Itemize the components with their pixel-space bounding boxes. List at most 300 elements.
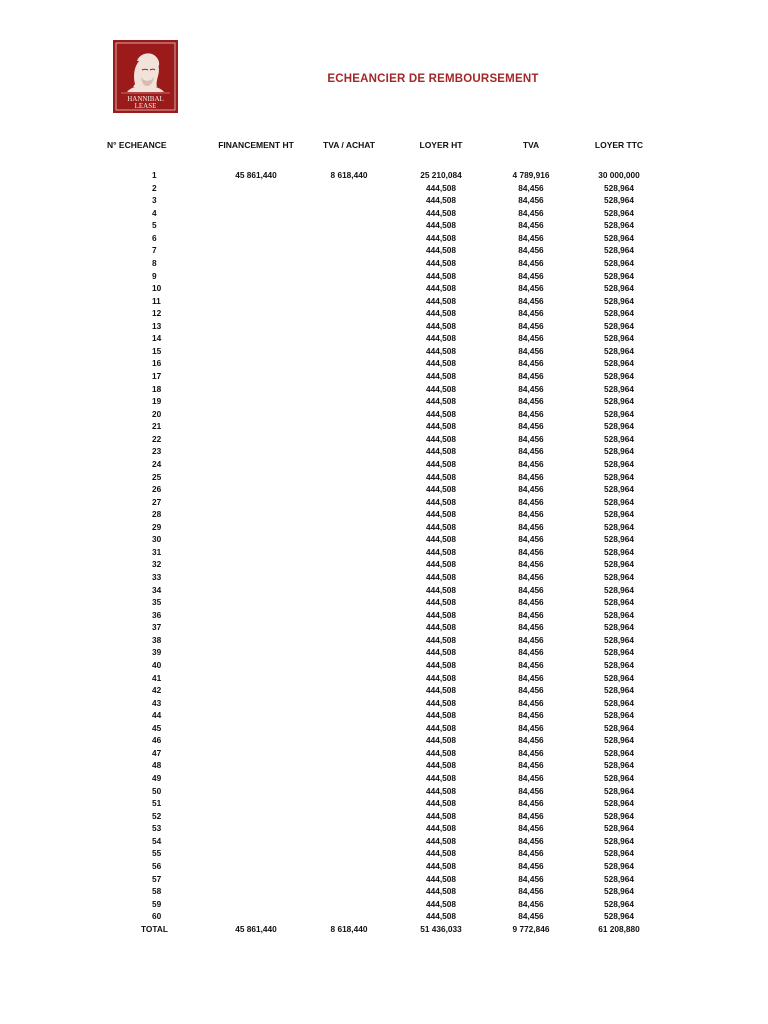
cell-financement-ht xyxy=(209,420,303,433)
cell-echeance: 36 xyxy=(152,609,162,620)
cell-loyer-ht: 444,508 xyxy=(426,358,456,369)
table-row xyxy=(103,759,663,772)
cell-loyer-ttc: 30 000,000 xyxy=(598,170,640,180)
cell-tva: 84,456 xyxy=(518,220,544,231)
cell-loyer-ttc: 528,964 xyxy=(604,735,634,746)
cell-echeance: 56 xyxy=(152,860,162,871)
cell-tva: 84,456 xyxy=(518,710,544,721)
cell-loyer-ht: 444,508 xyxy=(426,873,456,884)
cell-loyer-ttc: 528,964 xyxy=(604,747,634,758)
cell-financement-ht xyxy=(209,433,303,446)
cell-echeance: 39 xyxy=(152,647,162,658)
cell-loyer-ttc: 528,964 xyxy=(604,622,634,633)
cell-tva: 84,456 xyxy=(518,245,544,256)
cell-echeance: 37 xyxy=(152,622,162,633)
cell-financement-ht xyxy=(209,270,303,283)
cell-loyer-ttc: 528,964 xyxy=(604,873,634,884)
logo-text-lease: LEASE xyxy=(134,102,157,110)
cell-echeance: 35 xyxy=(152,597,162,608)
cell-echeance: 26 xyxy=(152,484,162,495)
cell-loyer-ttc: 528,964 xyxy=(604,484,634,495)
cell-tva-achat xyxy=(303,496,395,509)
table-row xyxy=(103,822,663,835)
cell-loyer-ttc: 528,964 xyxy=(604,446,634,457)
cell-loyer-ht: 444,508 xyxy=(426,521,456,532)
cell-total-loyer-ttc: 61 208,880 xyxy=(598,923,640,934)
cell-loyer-ttc: 528,964 xyxy=(604,383,634,394)
cell-financement-ht xyxy=(209,458,303,471)
cell-financement-ht xyxy=(209,697,303,710)
cell-tva: 84,456 xyxy=(518,798,544,809)
cell-financement-ht xyxy=(209,345,303,358)
cell-financement-ht xyxy=(209,295,303,308)
table-row xyxy=(103,395,663,408)
cell-tva-achat xyxy=(303,207,395,220)
cell-loyer-ttc: 528,964 xyxy=(604,572,634,582)
cell-loyer-ttc: 528,964 xyxy=(604,898,634,909)
cell-loyer-ht: 444,508 xyxy=(426,710,456,721)
cell-loyer-ht: 444,508 xyxy=(426,484,456,495)
cell-financement-ht xyxy=(209,822,303,835)
table-row xyxy=(103,835,663,848)
cell-tva: 84,456 xyxy=(518,622,544,633)
cell-tva: 84,456 xyxy=(518,735,544,746)
cell-loyer-ht: 444,508 xyxy=(426,207,456,218)
cell-loyer-ht: 444,508 xyxy=(426,232,456,243)
cell-tva: 84,456 xyxy=(518,471,544,482)
cell-financement-ht xyxy=(209,219,303,232)
cell-loyer-ttc: 528,964 xyxy=(604,195,634,206)
cell-tva: 84,456 xyxy=(518,810,544,821)
cell-financement-ht xyxy=(209,232,303,245)
cell-tva-achat xyxy=(303,822,395,835)
cell-loyer-ttc: 528,964 xyxy=(604,283,634,294)
cell-tva: 84,456 xyxy=(518,257,544,268)
cell-tva-achat xyxy=(303,772,395,785)
cell-loyer-ttc: 528,964 xyxy=(604,559,634,570)
table-row xyxy=(103,257,663,270)
cell-loyer-ht: 444,508 xyxy=(426,584,456,595)
table-row xyxy=(103,785,663,798)
cell-tva: 84,456 xyxy=(518,484,544,495)
total-row xyxy=(103,923,663,936)
table-row xyxy=(103,772,663,785)
cell-tva-achat xyxy=(303,471,395,484)
cell-echeance: 40 xyxy=(152,659,162,670)
cell-tva: 84,456 xyxy=(518,207,544,218)
cell-loyer-ht: 444,508 xyxy=(426,911,456,922)
cell-financement-ht xyxy=(209,182,303,195)
cell-tva-achat xyxy=(303,295,395,308)
cell-tva: 84,456 xyxy=(518,333,544,344)
cell-loyer-ttc: 528,964 xyxy=(604,333,634,344)
cell-tva: 84,456 xyxy=(518,835,544,846)
cell-tva: 84,456 xyxy=(518,685,544,696)
cell-echeance: 59 xyxy=(152,898,162,909)
cell-echeance: 46 xyxy=(152,735,162,746)
cell-loyer-ht: 444,508 xyxy=(426,609,456,620)
cell-echeance: 7 xyxy=(152,245,157,256)
cell-financement-ht xyxy=(209,483,303,496)
cell-tva-achat xyxy=(303,885,395,898)
cell-tva: 84,456 xyxy=(518,722,544,733)
cell-tva-achat xyxy=(303,257,395,270)
cell-echeance: 42 xyxy=(152,685,162,696)
cell-tva: 84,456 xyxy=(518,873,544,884)
cell-loyer-ttc: 528,964 xyxy=(604,584,634,595)
cell-loyer-ttc: 528,964 xyxy=(604,270,634,281)
cell-loyer-ht: 444,508 xyxy=(426,509,456,520)
cell-loyer-ttc: 528,964 xyxy=(604,182,634,193)
cell-echeance: 14 xyxy=(152,333,162,344)
cell-financement-ht xyxy=(209,383,303,396)
cell-financement-ht xyxy=(209,194,303,207)
cell-tva-achat xyxy=(303,445,395,458)
cell-loyer-ht: 444,508 xyxy=(426,898,456,909)
cell-tva-achat xyxy=(303,408,395,421)
cell-tva-achat xyxy=(303,596,395,609)
cell-loyer-ht: 444,508 xyxy=(426,421,456,432)
cell-echeance: 27 xyxy=(152,496,162,507)
cell-loyer-ttc: 528,964 xyxy=(604,785,634,796)
cell-tva-achat xyxy=(303,194,395,207)
cell-tva: 84,456 xyxy=(518,597,544,608)
cell-tva-achat xyxy=(303,835,395,848)
table-row xyxy=(103,584,663,597)
cell-loyer-ttc: 528,964 xyxy=(604,371,634,381)
col-header-loyer-ht: LOYER HT xyxy=(419,140,463,150)
cell-loyer-ttc: 528,964 xyxy=(604,760,634,771)
cell-echeance: 16 xyxy=(152,358,162,369)
cell-loyer-ht: 444,508 xyxy=(426,697,456,708)
cell-financement-ht xyxy=(209,646,303,659)
cell-tva-achat xyxy=(303,521,395,534)
cell-echeance: 19 xyxy=(152,396,162,407)
cell-tva: 84,456 xyxy=(518,898,544,909)
cell-financement-ht xyxy=(209,797,303,810)
cell-tva-achat xyxy=(303,873,395,886)
cell-tva: 84,456 xyxy=(518,911,544,922)
cell-loyer-ht: 444,508 xyxy=(426,634,456,645)
table-row xyxy=(103,797,663,810)
cell-echeance: 1 xyxy=(152,170,157,180)
cell-loyer-ht: 444,508 xyxy=(426,559,456,570)
cell-tva: 84,456 xyxy=(518,396,544,407)
cell-tva: 84,456 xyxy=(518,697,544,708)
cell-tva-achat xyxy=(303,810,395,823)
table-row xyxy=(103,307,663,320)
cell-loyer-ttc: 528,964 xyxy=(604,798,634,809)
cell-financement-ht xyxy=(209,873,303,886)
cell-tva: 84,456 xyxy=(518,283,544,294)
cell-tva-achat xyxy=(303,219,395,232)
cell-loyer-ht: 444,508 xyxy=(426,886,456,897)
table-row xyxy=(103,370,663,383)
cell-loyer-ht: 444,508 xyxy=(426,245,456,256)
cell-loyer-ttc: 528,964 xyxy=(604,697,634,708)
cell-echeance: 18 xyxy=(152,383,162,394)
cell-tva-achat xyxy=(303,684,395,697)
table-row xyxy=(103,533,663,546)
cell-loyer-ht: 444,508 xyxy=(426,182,456,193)
table-row xyxy=(103,521,663,534)
cell-loyer-ttc: 528,964 xyxy=(604,534,634,545)
cell-tva-achat xyxy=(303,797,395,810)
table-row xyxy=(103,207,663,220)
table-row xyxy=(103,458,663,471)
cell-financement-ht xyxy=(209,558,303,571)
cell-loyer-ht: 444,508 xyxy=(426,295,456,306)
cell-financement-ht xyxy=(209,320,303,333)
cell-loyer-ht: 444,508 xyxy=(426,195,456,206)
table-header-row xyxy=(103,138,663,169)
cell-financement-ht xyxy=(209,533,303,546)
cell-financement-ht xyxy=(209,584,303,597)
cell-total-tva-achat: 8 618,440 xyxy=(330,923,368,934)
cell-echeance: 31 xyxy=(152,546,162,557)
col-header-loyer-ttc: LOYER TTC xyxy=(594,140,644,150)
cell-financement-ht xyxy=(209,785,303,798)
cell-loyer-ttc: 528,964 xyxy=(604,835,634,846)
cell-loyer-ttc: 528,964 xyxy=(604,421,634,432)
cell-tva: 84,456 xyxy=(518,773,544,783)
cell-tva-achat xyxy=(303,722,395,735)
cell-loyer-ttc: 528,964 xyxy=(604,911,634,922)
cell-tva: 84,456 xyxy=(518,886,544,897)
table-row xyxy=(103,571,663,584)
cell-financement-ht xyxy=(209,621,303,634)
cell-loyer-ht: 444,508 xyxy=(426,396,456,407)
cell-loyer-ht: 444,508 xyxy=(426,333,456,344)
cell-echeance: 24 xyxy=(152,458,162,469)
cell-financement-ht xyxy=(209,445,303,458)
cell-total-tva: 9 772,846 xyxy=(512,923,550,934)
cell-tva: 84,456 xyxy=(518,634,544,645)
cell-loyer-ttc: 528,964 xyxy=(604,232,634,243)
cell-tva-achat xyxy=(303,646,395,659)
cell-echeance: 58 xyxy=(152,886,162,897)
cell-loyer-ht: 444,508 xyxy=(426,383,456,394)
cell-loyer-ht: 444,508 xyxy=(426,408,456,419)
cell-tva-achat xyxy=(303,383,395,396)
table-row xyxy=(103,332,663,345)
cell-tva: 84,456 xyxy=(518,860,544,871)
cell-tva-achat xyxy=(303,546,395,559)
cell-tva: 84,456 xyxy=(518,747,544,758)
table-row xyxy=(103,634,663,647)
table-row xyxy=(103,445,663,458)
table-row xyxy=(103,672,663,685)
cell-echeance: 52 xyxy=(152,810,162,821)
cell-tva-achat xyxy=(303,370,395,383)
cell-echeance: 11 xyxy=(152,295,161,306)
cell-echeance: 15 xyxy=(152,345,162,356)
cell-tva-achat xyxy=(303,709,395,722)
cell-loyer-ttc: 528,964 xyxy=(604,396,634,407)
cell-tva-achat xyxy=(303,584,395,597)
cell-tva-achat xyxy=(303,320,395,333)
cell-tva: 84,456 xyxy=(518,408,544,419)
cell-financement-ht xyxy=(209,496,303,509)
cell-echeance: 9 xyxy=(152,270,157,281)
cell-tva: 84,456 xyxy=(518,195,544,206)
cell-tva-achat xyxy=(303,282,395,295)
cell-loyer-ttc: 528,964 xyxy=(604,245,634,256)
cell-tva: 84,456 xyxy=(518,785,544,796)
table-row xyxy=(103,357,663,370)
col-header-financement-ht: FINANCEMENT HT xyxy=(218,140,294,150)
cell-financement-ht xyxy=(209,885,303,898)
cell-loyer-ht: 444,508 xyxy=(426,257,456,268)
table-row xyxy=(103,709,663,722)
cell-financement-ht xyxy=(209,709,303,722)
cell-financement-ht xyxy=(209,244,303,257)
cell-echeance: 17 xyxy=(152,371,162,381)
cell-tva-achat xyxy=(303,659,395,672)
cell-financement-ht xyxy=(209,546,303,559)
table-row xyxy=(103,596,663,609)
cell-tva: 84,456 xyxy=(518,546,544,557)
table-row xyxy=(103,885,663,898)
cell-tva: 84,456 xyxy=(518,659,544,670)
cell-tva-achat xyxy=(303,244,395,257)
cell-tva-achat xyxy=(303,332,395,345)
cell-loyer-ht: 444,508 xyxy=(426,345,456,356)
table-row xyxy=(103,345,663,358)
cell-echeance: 38 xyxy=(152,634,162,645)
cell-loyer-ht: 444,508 xyxy=(426,722,456,733)
cell-tva-achat xyxy=(303,458,395,471)
cell-loyer-ht: 444,508 xyxy=(426,371,456,381)
cell-loyer-ht: 444,508 xyxy=(426,458,456,469)
cell-financement-ht xyxy=(209,835,303,848)
cell-tva-achat xyxy=(303,910,395,923)
cell-tva: 84,456 xyxy=(518,823,544,834)
table-row xyxy=(103,508,663,521)
cell-loyer-ttc: 528,964 xyxy=(604,860,634,871)
table-row xyxy=(103,244,663,257)
table-row xyxy=(103,282,663,295)
cell-tva: 84,456 xyxy=(518,496,544,507)
cell-echeance: 25 xyxy=(152,471,162,482)
cell-echeance: 20 xyxy=(152,408,162,419)
cell-echeance: 41 xyxy=(152,672,162,683)
cell-tva-achat: 8 618,440 xyxy=(330,170,368,180)
table-row xyxy=(103,546,663,559)
cell-echeance: 4 xyxy=(152,207,157,218)
cell-tva-achat xyxy=(303,634,395,647)
cell-financement-ht xyxy=(209,847,303,860)
cell-loyer-ttc: 528,964 xyxy=(604,509,634,520)
cell-tva-achat xyxy=(303,345,395,358)
cell-loyer-ttc: 528,964 xyxy=(604,220,634,231)
cell-loyer-ttc: 528,964 xyxy=(604,659,634,670)
cell-financement-ht xyxy=(209,772,303,785)
cell-tva: 84,456 xyxy=(518,760,544,771)
cell-financement-ht xyxy=(209,257,303,270)
cell-echeance: 6 xyxy=(152,232,157,243)
cell-loyer-ht: 444,508 xyxy=(426,823,456,834)
cell-tva-achat xyxy=(303,270,395,283)
cell-loyer-ht: 444,508 xyxy=(426,622,456,633)
cell-tva: 84,456 xyxy=(518,433,544,444)
cell-loyer-ttc: 528,964 xyxy=(604,408,634,419)
table-row xyxy=(103,219,663,232)
cell-tva: 84,456 xyxy=(518,308,544,319)
cell-loyer-ht: 444,508 xyxy=(426,685,456,696)
cell-tva-achat xyxy=(303,533,395,546)
cell-financement-ht xyxy=(209,332,303,345)
cell-echeance: 22 xyxy=(152,433,162,444)
logo-text-hannibal: HANNIBAL xyxy=(127,95,164,103)
table-row xyxy=(103,898,663,911)
table-row xyxy=(103,320,663,333)
table-row xyxy=(103,270,663,283)
cell-financement-ht xyxy=(209,860,303,873)
cell-financement-ht xyxy=(209,508,303,521)
cell-tva-achat xyxy=(303,734,395,747)
col-header-tva: TVA xyxy=(522,140,540,150)
cell-financement-ht xyxy=(209,395,303,408)
cell-loyer-ht: 444,508 xyxy=(426,810,456,821)
cell-loyer-ht: 444,508 xyxy=(426,471,456,482)
cell-loyer-ht: 444,508 xyxy=(426,446,456,457)
cell-loyer-ttc: 528,964 xyxy=(604,458,634,469)
cell-loyer-ht: 444,508 xyxy=(426,308,456,319)
cell-financement-ht xyxy=(209,471,303,484)
cell-echeance: 49 xyxy=(152,773,162,783)
cell-tva-achat xyxy=(303,232,395,245)
cell-loyer-ht: 444,508 xyxy=(426,496,456,507)
cell-tva-achat xyxy=(303,672,395,685)
cell-loyer-ht: 444,508 xyxy=(426,760,456,771)
cell-financement-ht xyxy=(209,684,303,697)
cell-loyer-ttc: 528,964 xyxy=(604,471,634,482)
cell-tva: 84,456 xyxy=(518,383,544,394)
cell-loyer-ttc: 528,964 xyxy=(604,672,634,683)
cell-tva: 84,456 xyxy=(518,559,544,570)
cell-echeance: 13 xyxy=(152,320,162,331)
table-row xyxy=(103,847,663,860)
cell-financement-ht: 45 861,440 xyxy=(235,170,277,180)
table-row xyxy=(103,646,663,659)
table-row xyxy=(103,483,663,496)
cell-echeance: 34 xyxy=(152,584,162,595)
cell-financement-ht xyxy=(209,910,303,923)
cell-echeance: 45 xyxy=(152,722,162,733)
cell-echeance: 10 xyxy=(152,283,162,294)
cell-tva: 84,456 xyxy=(518,320,544,331)
cell-echeance: 30 xyxy=(152,534,162,545)
cell-loyer-ht: 444,508 xyxy=(426,270,456,281)
cell-echeance: 28 xyxy=(152,509,162,520)
cell-tva: 84,456 xyxy=(518,509,544,520)
cell-loyer-ht: 444,508 xyxy=(426,735,456,746)
table-row xyxy=(103,910,663,923)
cell-echeance: 53 xyxy=(152,823,162,834)
cell-loyer-ht: 444,508 xyxy=(426,320,456,331)
cell-loyer-ht: 444,508 xyxy=(426,647,456,658)
table-row xyxy=(103,420,663,433)
cell-loyer-ht: 444,508 xyxy=(426,534,456,545)
cell-loyer-ht: 444,508 xyxy=(426,283,456,294)
cell-tva: 84,456 xyxy=(518,232,544,243)
cell-tva-achat xyxy=(303,395,395,408)
cell-echeance: 47 xyxy=(152,747,162,758)
cell-tva-achat xyxy=(303,483,395,496)
cell-financement-ht xyxy=(209,759,303,772)
cell-loyer-ttc: 528,964 xyxy=(604,609,634,620)
